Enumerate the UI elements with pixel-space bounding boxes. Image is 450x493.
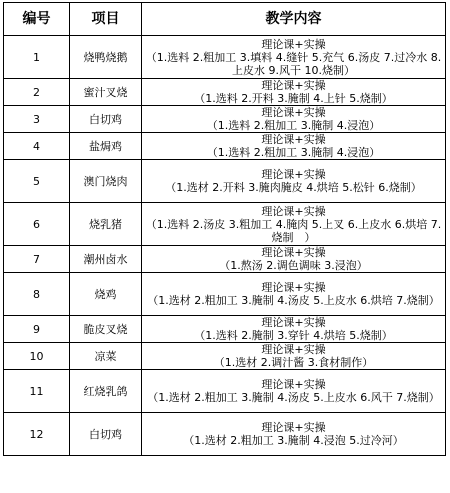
table-row [4,79,446,106]
table-row [4,370,446,413]
header-row [4,3,446,36]
row-number: 7 [4,246,70,273]
table-row [4,273,446,316]
content-title: 理论课+实操 [261,281,326,294]
content-title: 理论课+实操 [261,246,326,259]
row-item: 白切鸡 [70,413,142,456]
table-row [4,106,446,133]
table-row [4,246,446,273]
row-item: 澳门烧肉 [70,160,142,203]
content-steps: （1.选料 2.粗加工 3.腌制 4.浸泡） [206,119,381,132]
content-steps: （1.选材 2.调汁酱 3.食材制作） [213,356,374,369]
content-title: 理论课+实操 [261,378,326,391]
content-steps: （1.选料 2.粗加工 3.填料 4.缝针 5.充气 6.汤皮 7.过冷水 8.上皮水 9.风干 10.烧制） [145,50,442,77]
row-content [142,203,446,246]
content-steps: （1.选材 2.粗加工 3.腌制 4.浸泡 5.过冷河） [183,434,404,447]
content-steps: （1.选料 2.汤皮 3.粗加工 4.腌肉 5.上叉 6.上皮水 6.烘培 7.烧制 ） [145,217,442,244]
row-number: 9 [4,316,70,343]
row-item: 烧鸭烧鹅 [70,36,142,79]
content-title: 理论课+实操 [261,316,326,329]
row-number: 12 [4,413,70,456]
row-content [142,246,446,273]
row-number: 5 [4,160,70,203]
content-title: 理论课+实操 [261,168,326,181]
table-row [4,133,446,160]
row-item: 烧乳猪 [70,203,142,246]
table-row [4,316,446,343]
header-item: 项目 [70,3,142,36]
content-title: 理论课+实操 [261,79,326,92]
content-steps: （1.选料 2.腌制 3.穿针 4.烘培 5.烧制） [194,329,393,342]
row-item: 白切鸡 [70,106,142,133]
content-steps: （1.熬汤 2.调色调味 3.浸泡） [219,259,368,272]
row-item: 烧鸡 [70,273,142,316]
row-content [142,133,446,160]
header-num: 编号 [4,3,70,36]
row-number: 8 [4,273,70,316]
row-content [142,79,446,106]
row-item: 蜜汁叉烧 [70,79,142,106]
row-content [142,36,446,79]
content-title: 理论课+实操 [261,343,326,356]
row-number: 1 [4,36,70,79]
row-item: 凉菜 [70,343,142,370]
row-item: 盐焗鸡 [70,133,142,160]
content-steps: （1.选材 2.开料 3.腌肉腌皮 4.烘培 5.松针 6.烧制） [165,181,422,194]
row-number: 11 [4,370,70,413]
row-content [142,273,446,316]
row-item: 脆皮叉烧 [70,316,142,343]
content-title: 理论课+实操 [261,133,326,146]
table-row [4,343,446,370]
table-row [4,160,446,203]
row-number: 10 [4,343,70,370]
content-title: 理论课+实操 [261,37,326,51]
course-table [3,2,446,456]
table-row [4,203,446,246]
row-item: 潮州卤水 [70,246,142,273]
row-content [142,316,446,343]
row-content [142,413,446,456]
table-row [4,413,446,456]
row-content [142,106,446,133]
row-number: 6 [4,203,70,246]
content-steps: （1.选材 2.粗加工 3.腌制 4.汤皮 5.上皮水 6.风干 7.烧制） [147,391,440,404]
row-content [142,160,446,203]
content-steps: （1.选料 2.开料 3.腌制 4.上针 5.烧制） [194,92,393,105]
content-title: 理论课+实操 [261,421,326,434]
content-steps: （1.选材 2.粗加工 3.腌制 4.汤皮 5.上皮水 6.烘培 7.烧制） [147,294,440,307]
table-row [4,36,446,79]
content-steps: （1.选料 2.粗加工 3.腌制 4.浸泡） [206,146,381,159]
row-content [142,343,446,370]
row-number: 2 [4,79,70,106]
content-title: 理论课+实操 [261,204,326,218]
row-number: 3 [4,106,70,133]
content-title: 理论课+实操 [261,106,326,119]
header-content: 教学内容 [142,3,446,36]
row-content [142,370,446,413]
row-number: 4 [4,133,70,160]
row-item: 红烧乳鸽 [70,370,142,413]
